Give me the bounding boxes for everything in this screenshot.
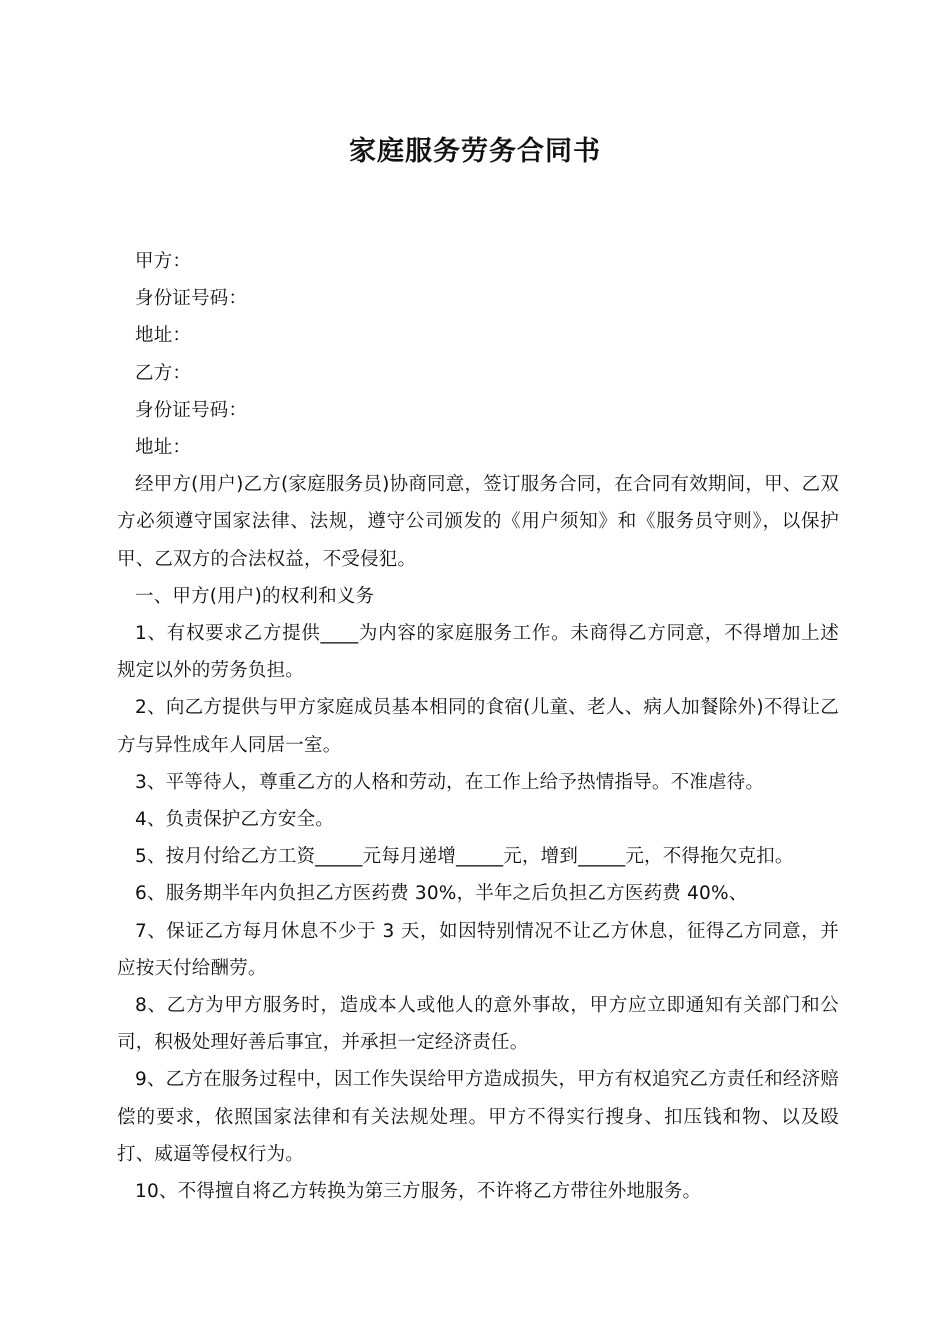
party-a-address-label: 地址： bbox=[135, 325, 192, 347]
party-a-id-label: 身份证号码： bbox=[135, 288, 248, 310]
section-heading: 一、甲方(用户)的权利和义务 bbox=[135, 585, 375, 607]
clause-9: 9、乙方在服务过程中，因工作失误给甲方造成损失，甲方有权追究乙方责任和经济赔偿的要求，依照国家法律和有关法规处理。甲方不得实行搜身、扣压钱和物、以及殴打、威逼等侵权行为。 bbox=[117, 1069, 839, 1165]
clause-3: 3、平等待人，尊重乙方的人格和劳动，在工作上给予热情指导。不准虐待。 bbox=[135, 771, 765, 793]
party-b-label: 乙方： bbox=[135, 362, 192, 384]
clause-2: 2、向乙方提供与甲方家庭成员基本相同的食宿(儿童、老人、病人加餐除外)不得让乙方与异性成年人同居一室。 bbox=[117, 697, 839, 756]
clause-10: 10、不得擅自将乙方转换为第三方服务，不许将乙方带往外地服务。 bbox=[135, 1181, 702, 1203]
party-b-id-label: 身份证号码： bbox=[135, 399, 248, 421]
clause-5: 5、按月付给乙方工资_____元每月递增_____元，增到_____元，不得拖欠克扣。 bbox=[135, 846, 794, 868]
clause-7: 7、保证乙方每月休息不少于 3 天，如因特别情况不让乙方休息，征得乙方同意，并应按天付给酬劳。 bbox=[117, 920, 839, 979]
clause-8: 8、乙方为甲方服务时，造成本人或他人的意外事故，甲方应立即通知有关部门和公司，积极处理好善后事宜，并承担一定经济责任。 bbox=[117, 995, 839, 1054]
document-title: 家庭服务劳务合同书 bbox=[349, 136, 601, 167]
clause-6: 6、服务期半年内负担乙方医药费 30%，半年之后负担乙方医药费 40%、 bbox=[135, 883, 748, 905]
party-a-label: 甲方： bbox=[135, 251, 192, 272]
clause-1: 1、有权要求乙方提供____为内容的家庭服务工作。未商得乙方同意，不得增加上述规定以外的劳务负担。 bbox=[117, 623, 839, 682]
party-b-address-label: 地址： bbox=[135, 437, 192, 459]
clause-4: 4、负责保护乙方安全。 bbox=[135, 809, 334, 831]
document-body bbox=[117, 243, 839, 1210]
preamble-paragraph: 经甲方(用户)乙方(家庭服务员)协商同意，签订服务合同，在合同有效期间，甲、乙双方必须遵守国家法律、法规，遵守公司颁发的《用户须知》和《服务员守则》，以保护甲、乙双方的合法权益，不受侵犯。 bbox=[117, 474, 839, 570]
